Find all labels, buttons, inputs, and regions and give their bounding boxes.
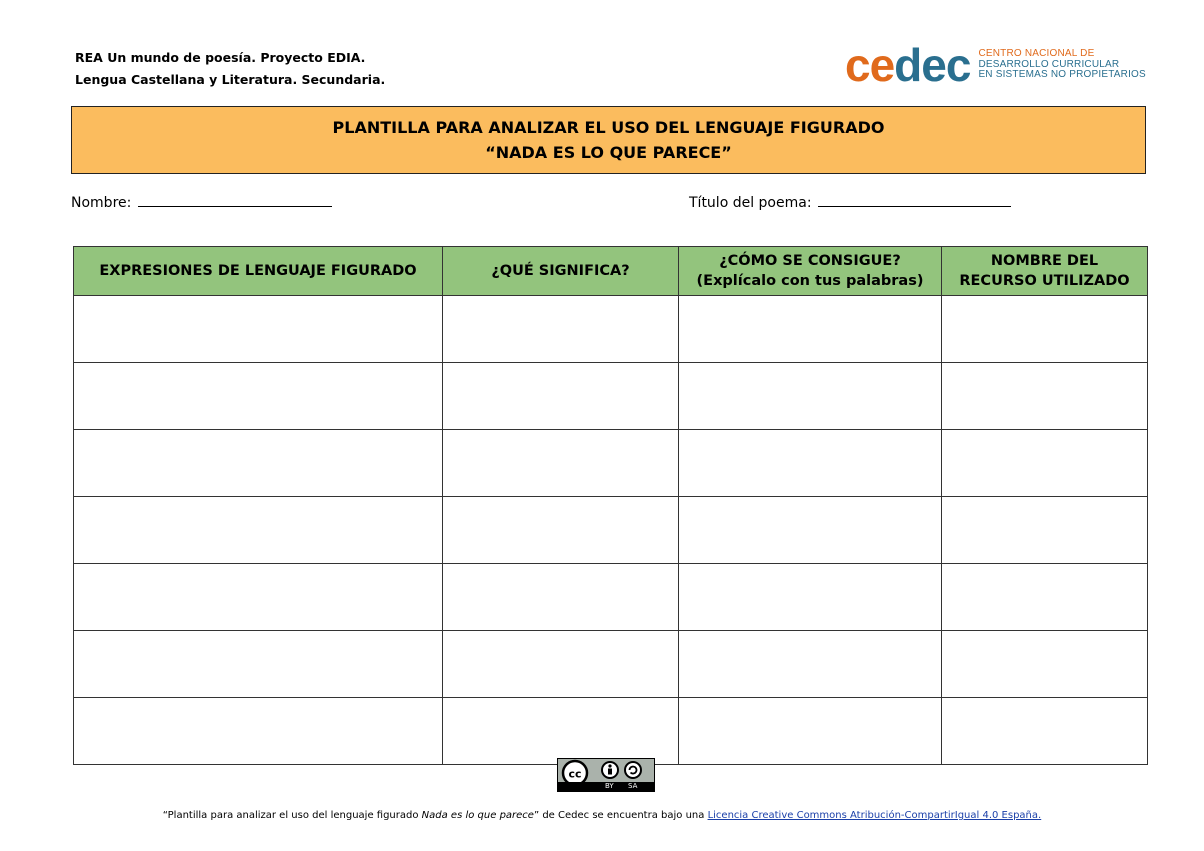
answer-cell-expression[interactable] bbox=[74, 564, 443, 631]
col-header-how: ¿CÓMO SE CONSIGUE? (Explícalo con tus palabras) bbox=[679, 247, 942, 296]
share-alike-icon bbox=[625, 762, 641, 778]
answer-cell-how[interactable] bbox=[679, 564, 942, 631]
cedec-logo-word: cedec bbox=[845, 39, 971, 91]
answer-cell-meaning[interactable] bbox=[443, 631, 679, 698]
footer-italic-title: Nada es lo que parece bbox=[421, 810, 534, 821]
badge-by-label: BY bbox=[605, 782, 614, 790]
badge-sa-label: SA bbox=[628, 782, 638, 790]
answer-cell-how[interactable] bbox=[679, 430, 942, 497]
answer-cell-how[interactable] bbox=[679, 363, 942, 430]
answer-cell-meaning[interactable] bbox=[443, 698, 679, 765]
poem-title-field-blank[interactable] bbox=[818, 192, 1011, 207]
table-row bbox=[74, 296, 1148, 363]
answer-cell-meaning[interactable] bbox=[443, 363, 679, 430]
analysis-table bbox=[73, 246, 1148, 765]
document-header bbox=[75, 47, 385, 91]
answer-cell-meaning[interactable] bbox=[443, 430, 679, 497]
answer-cell-expression[interactable] bbox=[74, 363, 443, 430]
table-row bbox=[74, 564, 1148, 631]
answer-cell-expression[interactable] bbox=[74, 296, 443, 363]
answer-cell-device-name[interactable] bbox=[942, 296, 1148, 363]
answer-cell-meaning[interactable] bbox=[443, 564, 679, 631]
worksheet-title bbox=[71, 106, 1146, 174]
poem-title-field-label: Título del poema: bbox=[689, 195, 812, 211]
name-field-blank[interactable] bbox=[138, 192, 332, 207]
cedec-logo bbox=[845, 39, 1146, 91]
answer-cell-how[interactable] bbox=[679, 497, 942, 564]
answer-cell-how[interactable] bbox=[679, 296, 942, 363]
answer-cell-device-name[interactable] bbox=[942, 497, 1148, 564]
table-header-row bbox=[74, 247, 1148, 296]
answer-cell-expression[interactable] bbox=[74, 430, 443, 497]
answer-cell-meaning[interactable] bbox=[443, 296, 679, 363]
col-header-expressions: EXPRESIONES DE LENGUAJE FIGURADO bbox=[74, 247, 443, 296]
answer-cell-how[interactable] bbox=[679, 631, 942, 698]
table-row bbox=[74, 631, 1148, 698]
answer-cell-device-name[interactable] bbox=[942, 430, 1148, 497]
poem-title-field[interactable] bbox=[689, 192, 1011, 211]
name-field[interactable] bbox=[71, 192, 332, 211]
worksheet-title-line2: “NADA ES LO QUE PARECE” bbox=[485, 143, 732, 162]
header-line-subject: Lengua Castellana y Literatura. Secundaria. bbox=[75, 72, 386, 87]
cedec-logo-subtitle: CENTRO NACIONAL DE DESARROLLO CURRICULAR EN SISTEMAS NO PROPIETARIOS bbox=[978, 48, 1146, 81]
answer-cell-expression[interactable] bbox=[74, 631, 443, 698]
answer-cell-expression[interactable] bbox=[74, 497, 443, 564]
answer-cell-device-name[interactable] bbox=[942, 363, 1148, 430]
col-header-meaning: ¿QUÉ SIGNIFICA? bbox=[443, 247, 679, 296]
table-row bbox=[74, 363, 1148, 430]
answer-cell-meaning[interactable] bbox=[443, 497, 679, 564]
license-footer: “Plantilla para analizar el uso del lenguaje figurado Nada es lo que parece” de Cedec se encuentra bajo una Licencia Creative Commons Atribución-CompartirIgual 4.0 España. bbox=[162, 810, 1042, 821]
col-header-device-name: NOMBRE DEL RECURSO UTILIZADO bbox=[942, 247, 1148, 296]
table-row bbox=[74, 497, 1148, 564]
name-field-label: Nombre: bbox=[71, 195, 132, 211]
svg-text:cc: cc bbox=[568, 767, 582, 781]
cc-by-sa-license-badge[interactable] bbox=[557, 758, 655, 792]
answer-cell-expression[interactable] bbox=[74, 698, 443, 765]
header-line-project: REA Un mundo de poesía. Proyecto EDIA. bbox=[75, 50, 366, 65]
table-row bbox=[74, 430, 1148, 497]
answer-cell-device-name[interactable] bbox=[942, 564, 1148, 631]
answer-cell-how[interactable] bbox=[679, 698, 942, 765]
license-link[interactable]: Licencia Creative Commons Atribución-CompartirIgual 4.0 España. bbox=[707, 810, 1042, 821]
answer-cell-device-name[interactable] bbox=[942, 698, 1148, 765]
worksheet-title-line1: PLANTILLA PARA ANALIZAR EL USO DEL LENGUAJE FIGURADO bbox=[332, 118, 885, 137]
answer-cell-device-name[interactable] bbox=[942, 631, 1148, 698]
table-row bbox=[74, 698, 1148, 765]
